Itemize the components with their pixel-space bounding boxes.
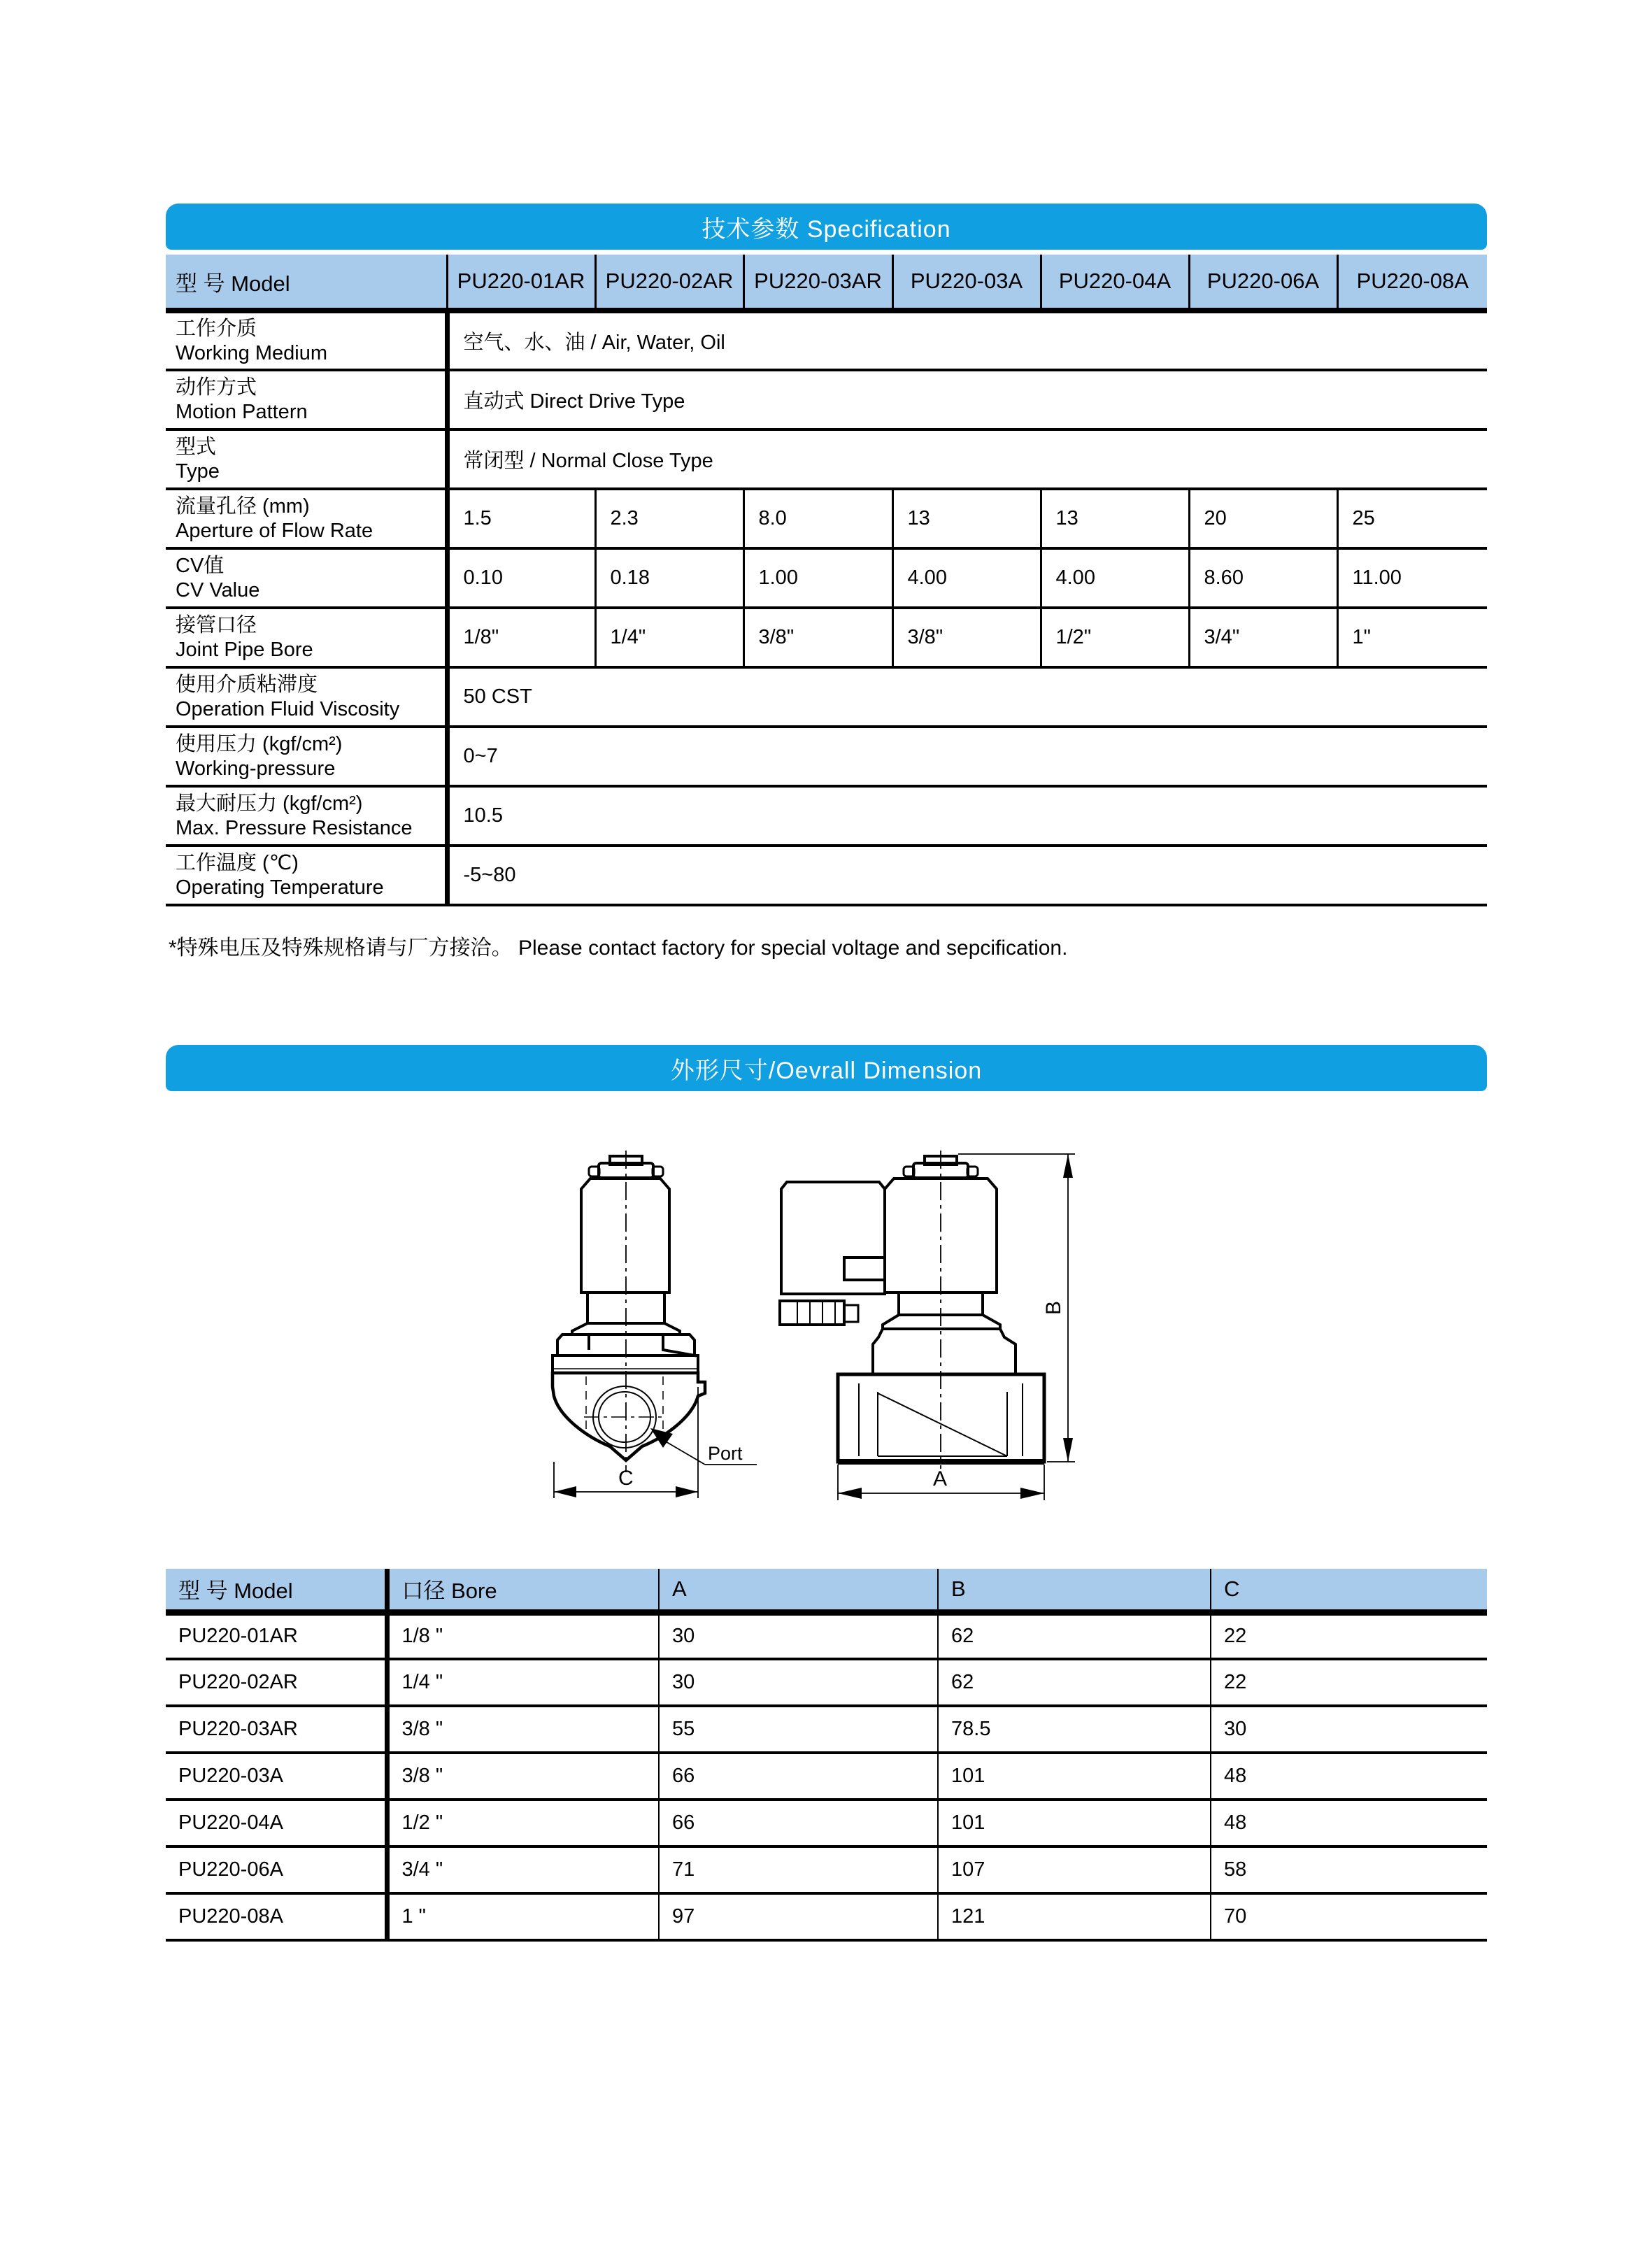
cell-c: 30 bbox=[1211, 1706, 1487, 1753]
spec-row-working-pressure bbox=[166, 727, 1487, 786]
cell-a: 30 bbox=[659, 1612, 938, 1659]
row-label-cn: 流量孔径 (mm) bbox=[176, 494, 310, 518]
row-label-en: Joint Pipe Bore bbox=[176, 638, 313, 661]
row-value: 10.5 bbox=[447, 786, 1487, 846]
dim-b bbox=[958, 1154, 1075, 1462]
row-value: 0~7 bbox=[447, 727, 1487, 786]
row-label-en: Operation Fluid Viscosity bbox=[176, 697, 400, 720]
row-value: -5~80 bbox=[447, 846, 1487, 905]
row-label-cn: 接管口径 bbox=[176, 613, 257, 636]
cell-value: 8.0 bbox=[743, 489, 892, 548]
special-voltage-note: *特殊电压及特殊规格请与厂方接洽。 Please contact factory for special voltage and sepcification. bbox=[169, 937, 1068, 960]
dimension-table bbox=[166, 1569, 1487, 1942]
cell-model: PU220-03A bbox=[178, 1765, 283, 1787]
cell-value: 11.00 bbox=[1337, 548, 1487, 608]
dimension-table-header bbox=[166, 1569, 1487, 1612]
dim-c-label: C bbox=[618, 1467, 634, 1490]
port-callout bbox=[650, 1428, 757, 1465]
cell-value: 1/2" bbox=[1041, 608, 1189, 667]
row-label-cn: 型式 bbox=[176, 435, 217, 458]
row-label bbox=[166, 846, 447, 905]
cell-bore: 3/8 " bbox=[387, 1753, 659, 1800]
cell-value: 1.5 bbox=[447, 489, 595, 548]
cell-a: 66 bbox=[659, 1753, 938, 1800]
row-label-en: Working Medium bbox=[176, 341, 328, 364]
cell-a: 30 bbox=[659, 1659, 938, 1706]
row-label bbox=[166, 489, 447, 548]
dimension-section-title bbox=[166, 1045, 1487, 1091]
cell-value: 3/4" bbox=[1189, 608, 1337, 667]
spec-row-type bbox=[166, 429, 1487, 489]
row-label-en: Max. Pressure Resistance bbox=[176, 816, 413, 839]
model-name: PU220-08A bbox=[1337, 255, 1487, 311]
cell-c: 22 bbox=[1211, 1612, 1487, 1659]
valve-side-view bbox=[780, 1151, 1044, 1469]
row-label-en: Aperture of Flow Rate bbox=[176, 519, 373, 542]
spec-row-pipe-bore bbox=[166, 608, 1487, 667]
model-name: PU220-01AR bbox=[447, 255, 595, 311]
col-header-a: A bbox=[659, 1569, 938, 1612]
dim-a bbox=[838, 1465, 1044, 1500]
row-label-cn: 使用介质粘滞度 bbox=[176, 673, 318, 696]
spec-row-working-medium bbox=[166, 311, 1487, 370]
table-row bbox=[166, 1706, 1487, 1753]
table-row bbox=[166, 1612, 1487, 1659]
model-name: PU220-06A bbox=[1189, 255, 1337, 311]
valve-dimension-drawing bbox=[532, 1139, 1168, 1551]
valve-front-view bbox=[553, 1151, 705, 1472]
cell-c: 58 bbox=[1211, 1846, 1487, 1893]
cell-b: 62 bbox=[938, 1612, 1211, 1659]
cell-c: 70 bbox=[1211, 1893, 1487, 1940]
cell-a: 55 bbox=[659, 1706, 938, 1753]
cell-model: PU220-03AR bbox=[178, 1718, 298, 1740]
row-label-cn: 动作方式 bbox=[176, 376, 257, 399]
cell-bore: 3/4 " bbox=[387, 1846, 659, 1893]
row-label bbox=[166, 727, 447, 786]
row-label-en: Type bbox=[176, 460, 220, 483]
spec-row-cv bbox=[166, 548, 1487, 608]
model-name: PU220-03A bbox=[892, 255, 1041, 311]
spec-row-max-pressure bbox=[166, 786, 1487, 846]
cell-model: PU220-06A bbox=[178, 1858, 283, 1881]
row-label bbox=[166, 429, 447, 489]
model-name: PU220-04A bbox=[1041, 255, 1189, 311]
cell-model: PU220-02AR bbox=[178, 1671, 298, 1693]
cell-b: 78.5 bbox=[938, 1706, 1211, 1753]
row-label-en: Working-pressure bbox=[176, 757, 336, 780]
spec-model-row bbox=[166, 255, 1487, 311]
cell-value: 0.18 bbox=[595, 548, 743, 608]
table-row bbox=[166, 1893, 1487, 1940]
table-row bbox=[166, 1659, 1487, 1706]
row-label-cn: CV值 bbox=[176, 554, 225, 577]
spec-section-title bbox=[166, 204, 1487, 250]
row-label-en: Operating Temperature bbox=[176, 876, 384, 899]
row-label-cn: 最大耐压力 (kgf/cm²) bbox=[176, 792, 363, 815]
cell-b: 107 bbox=[938, 1846, 1211, 1893]
cell-a: 97 bbox=[659, 1893, 938, 1940]
cell-a: 66 bbox=[659, 1800, 938, 1846]
col-header-c: C bbox=[1211, 1569, 1487, 1612]
spec-row-aperture bbox=[166, 489, 1487, 548]
row-label bbox=[166, 608, 447, 667]
model-name: PU220-02AR bbox=[595, 255, 743, 311]
row-label bbox=[166, 548, 447, 608]
spec-title-text: 技术参数 Specification bbox=[702, 215, 951, 243]
cell-c: 22 bbox=[1211, 1659, 1487, 1706]
row-value: 50 CST bbox=[447, 667, 1487, 727]
row-label-cn: 工作介质 bbox=[176, 317, 257, 340]
cell-b: 101 bbox=[938, 1800, 1211, 1846]
spec-row-temperature bbox=[166, 846, 1487, 905]
cell-value: 20 bbox=[1189, 489, 1337, 548]
cell-value: 13 bbox=[1041, 489, 1189, 548]
cell-value: 1/8" bbox=[447, 608, 595, 667]
cell-bore: 1/4 " bbox=[387, 1659, 659, 1706]
dim-a-label: A bbox=[933, 1467, 948, 1490]
cell-value: 8.60 bbox=[1189, 548, 1337, 608]
cell-a: 71 bbox=[659, 1846, 938, 1893]
dim-b-label: B bbox=[1042, 1300, 1065, 1315]
col-header-model: 型 号 Model bbox=[166, 1569, 387, 1612]
model-name: PU220-03AR bbox=[743, 255, 892, 311]
cell-value: 3/8" bbox=[892, 608, 1041, 667]
cell-bore: 1 " bbox=[387, 1893, 659, 1940]
cell-b: 62 bbox=[938, 1659, 1211, 1706]
port-label: Port bbox=[708, 1443, 743, 1464]
cell-bore: 1/2 " bbox=[387, 1800, 659, 1846]
cell-value: 3/8" bbox=[743, 608, 892, 667]
row-value: 空气、水、油 / Air, Water, Oil bbox=[447, 311, 1487, 370]
cell-b: 101 bbox=[938, 1753, 1211, 1800]
spec-model-label: 型 号 Model bbox=[166, 255, 447, 311]
col-header-bore: 口径 Bore bbox=[387, 1569, 659, 1612]
cell-model: PU220-04A bbox=[178, 1811, 283, 1834]
table-row bbox=[166, 1800, 1487, 1846]
cell-value: 4.00 bbox=[1041, 548, 1189, 608]
cell-b: 121 bbox=[938, 1893, 1211, 1940]
table-row bbox=[166, 1846, 1487, 1893]
row-label bbox=[166, 370, 447, 429]
cell-value: 4.00 bbox=[892, 548, 1041, 608]
cell-value: 1" bbox=[1337, 608, 1487, 667]
cell-value: 25 bbox=[1337, 489, 1487, 548]
cell-value: 0.10 bbox=[447, 548, 595, 608]
table-row bbox=[166, 1753, 1487, 1800]
spec-row-motion-pattern bbox=[166, 370, 1487, 429]
cell-model: PU220-01AR bbox=[178, 1625, 298, 1648]
row-value: 直动式 Direct Drive Type bbox=[447, 370, 1487, 429]
cell-bore: 3/8 " bbox=[387, 1706, 659, 1753]
cell-value: 1/4" bbox=[595, 608, 743, 667]
cell-model: PU220-08A bbox=[178, 1905, 283, 1928]
row-label bbox=[166, 667, 447, 727]
row-label-en: Motion Pattern bbox=[176, 400, 308, 423]
row-label-cn: 使用压力 (kgf/cm²) bbox=[176, 732, 343, 755]
col-header-b: B bbox=[938, 1569, 1211, 1612]
row-label-cn: 工作温度 (℃) bbox=[176, 851, 299, 874]
cell-c: 48 bbox=[1211, 1800, 1487, 1846]
row-label bbox=[166, 786, 447, 846]
spec-table bbox=[166, 255, 1487, 906]
row-value: 常闭型 / Normal Close Type bbox=[447, 429, 1487, 489]
cell-value: 13 bbox=[892, 489, 1041, 548]
row-label-en: CV Value bbox=[176, 578, 260, 601]
cell-value: 1.00 bbox=[743, 548, 892, 608]
cell-value: 2.3 bbox=[595, 489, 743, 548]
dimension-title-text: 外形尺寸/Oevrall Dimension bbox=[670, 1057, 983, 1084]
spec-row-viscosity bbox=[166, 667, 1487, 727]
cell-bore: 1/8 " bbox=[387, 1612, 659, 1659]
row-label bbox=[166, 311, 447, 370]
cell-c: 48 bbox=[1211, 1753, 1487, 1800]
